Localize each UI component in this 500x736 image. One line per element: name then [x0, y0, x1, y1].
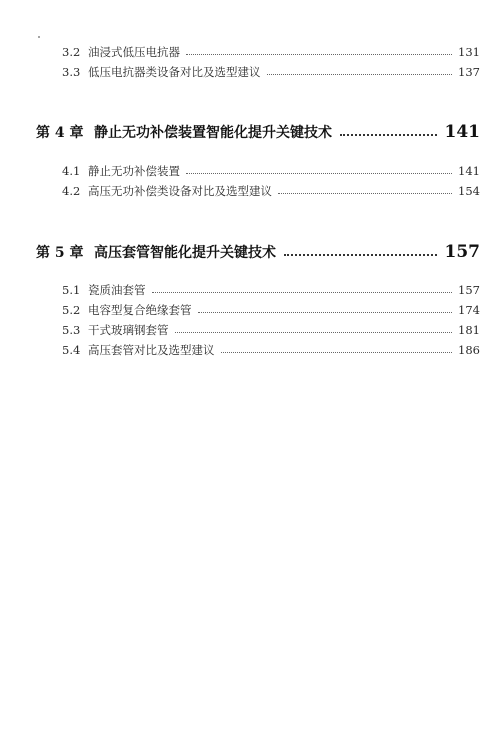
section-title: 低压电抗器类设备对比及选型建议 — [88, 65, 261, 79]
section-number: 5.4 — [62, 343, 81, 357]
page-number: 141 — [458, 164, 480, 178]
section-number: 4.2 — [62, 184, 81, 198]
section-title: 干式玻璃钢套管 — [88, 323, 169, 337]
dot-leader — [221, 352, 453, 353]
dot-leader — [267, 74, 453, 75]
section-title: 瓷质油套管 — [88, 283, 146, 297]
toc-entry-3-3[interactable] — [62, 63, 480, 81]
dot-leader — [152, 292, 453, 293]
chapter-page-number: 157 — [444, 242, 480, 262]
toc-entry-5-3[interactable] — [62, 321, 480, 339]
toc-entry-3-2[interactable] — [62, 43, 480, 61]
toc-chapter-5[interactable] — [36, 240, 480, 264]
chapter-label: 第 4 章 — [36, 125, 84, 141]
chapter-label: 第 5 章 — [36, 245, 84, 261]
page-number: 157 — [458, 283, 480, 297]
section-title: 高压套管对比及选型建议 — [88, 343, 215, 357]
chapter-title: 静止无功补偿装置智能化提升关键技术 — [94, 125, 332, 141]
section-title: 油浸式低压电抗器 — [88, 45, 180, 59]
scan-dot — [38, 36, 40, 38]
section-number: 4.1 — [62, 164, 81, 178]
dot-leader — [186, 173, 452, 174]
toc-entry-5-1[interactable] — [62, 281, 480, 299]
dot-leader — [284, 254, 437, 256]
section-title: 电容型复合绝缘套管 — [88, 303, 192, 317]
dot-leader — [186, 54, 452, 55]
chapter-page-number: 141 — [444, 122, 480, 142]
dot-leader — [198, 312, 453, 313]
page-number: 174 — [458, 303, 480, 317]
dot-leader — [340, 134, 437, 136]
page-number: 137 — [458, 65, 480, 79]
section-number: 3.3 — [62, 65, 81, 79]
toc-entry-4-2[interactable] — [62, 182, 480, 200]
toc-entry-4-1[interactable] — [62, 162, 480, 180]
page-number: 181 — [458, 323, 480, 337]
chapter-title: 高压套管智能化提升关键技术 — [94, 245, 276, 261]
page-number: 154 — [458, 184, 480, 198]
page-number: 186 — [458, 343, 480, 357]
dot-leader — [278, 193, 452, 194]
section-title: 静止无功补偿装置 — [88, 164, 180, 178]
section-title: 高压无功补偿类设备对比及选型建议 — [88, 184, 272, 198]
toc-entry-5-2[interactable] — [62, 301, 480, 319]
section-number: 5.3 — [62, 323, 81, 337]
toc-entry-5-4[interactable] — [62, 341, 480, 359]
dot-leader — [175, 332, 453, 333]
section-number: 5.1 — [62, 283, 81, 297]
page-number: 131 — [458, 45, 480, 59]
section-number: 3.2 — [62, 45, 81, 59]
section-number: 5.2 — [62, 303, 81, 317]
toc-chapter-4[interactable] — [36, 120, 480, 144]
